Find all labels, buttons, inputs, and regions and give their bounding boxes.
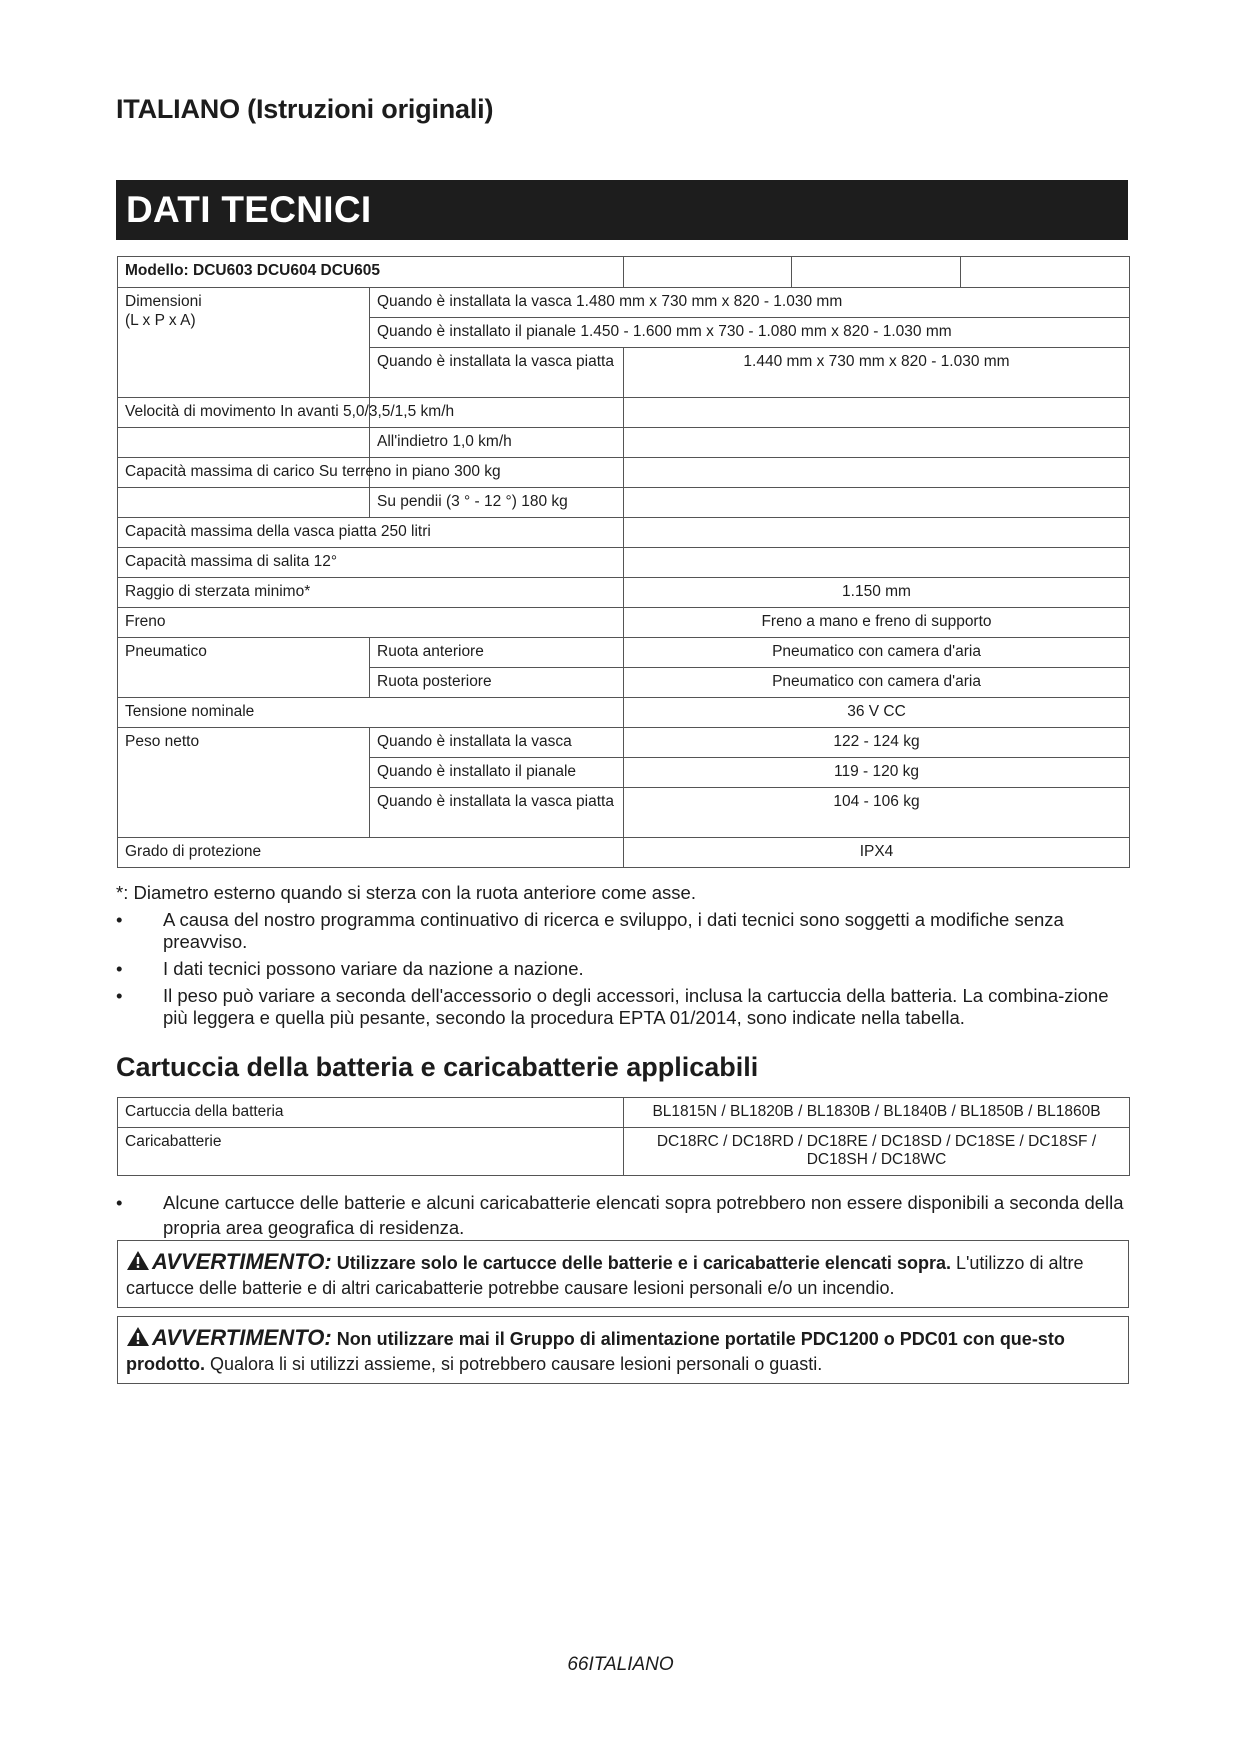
warning-tag: AVVERTIMENTO: [152, 1325, 332, 1350]
table-row [118, 1128, 1130, 1176]
table-row [118, 398, 1130, 428]
dim-vasca: Quando è installata la vasca 1.480 mm x 730 mm x 820 - 1.030 mm [370, 288, 1130, 318]
tire-front-label: Ruota anteriore [370, 638, 624, 668]
weight-label: Peso netto [118, 728, 370, 838]
turning-radius-label: Raggio di sterzata minimo* [118, 578, 624, 608]
empty-cell [624, 257, 792, 288]
table-row [118, 428, 1130, 458]
table-row [118, 488, 1130, 518]
warning-triangle-icon [126, 1250, 150, 1271]
list-item [116, 985, 1128, 1029]
weight-vasca-label: Quando è installata la vasca [370, 728, 624, 758]
table-row [118, 518, 1130, 548]
table-row [118, 608, 1130, 638]
empty-cell [624, 428, 1130, 458]
empty-cell [624, 458, 1130, 488]
warning-box [117, 1316, 1129, 1384]
language-title: ITALIANO (Istruzioni originali) [116, 94, 494, 124]
notes-block [116, 882, 1128, 1029]
list-item [116, 958, 1128, 980]
footnote: *: Diametro esterno quando si sterza con la ruota anteriore come asse. [116, 882, 696, 903]
bullet-text: I dati tecnici possono variare da nazione a nazione. [163, 958, 584, 979]
tire-label: Pneumatico [118, 638, 370, 698]
table-row [118, 638, 1130, 668]
table-row [118, 548, 1130, 578]
bullet: • [116, 909, 123, 930]
dim-vasca-piatta-label: Quando è installata la vasca piatta [370, 348, 624, 398]
warning-bold-text: Non utilizzare mai il Gruppo di alimentazione portatile PDC1200 o PDC01 con que-sto prodotto. [126, 1329, 1065, 1374]
empty-cell [624, 398, 1130, 428]
battery-value: BL1815N / BL1820B / BL1830B / BL1840B / BL1850B / BL1860B [624, 1098, 1130, 1128]
table-row [118, 1098, 1130, 1128]
empty-cell [118, 488, 370, 518]
charger-label: Caricabatterie [118, 1128, 624, 1176]
weight-vasca-piatta-value: 104 - 106 kg [624, 788, 1130, 838]
battery-table [117, 1097, 1130, 1176]
flat-tray-capacity: Capacità massima della vasca piatta 250 litri [118, 518, 624, 548]
protection-value: IPX4 [624, 838, 1130, 868]
warning-triangle-icon [126, 1326, 150, 1347]
table-row [118, 458, 1130, 488]
voltage-label: Tensione nominale [118, 698, 624, 728]
battery-note [116, 1190, 1175, 1240]
page-footer: 66ITALIANO [567, 1654, 674, 1675]
empty-cell [118, 428, 370, 458]
load-flat: Capacità massima di carico Su terreno in piano 300 kg [118, 458, 370, 488]
voltage-value: 36 V CC [624, 698, 1130, 728]
empty-cell [624, 488, 1130, 518]
battery-section-title: Cartuccia della batteria e caricabatterie applicabili [116, 1052, 759, 1082]
turning-radius-value: 1.150 mm [624, 578, 1130, 608]
brake-label: Freno [118, 608, 624, 638]
max-climb: Capacità massima di salita 12° [118, 548, 624, 578]
empty-cell [624, 548, 1130, 578]
warning-bold-text: Utilizzare solo le cartucce delle batterie e i caricabatterie elencati sopra. [331, 1253, 951, 1273]
tire-rear-value: Pneumatico con camera d'aria [624, 668, 1130, 698]
table-row [118, 257, 1130, 288]
dim-vasca-piatta-value: 1.440 mm x 730 mm x 820 - 1.030 mm [624, 348, 1130, 398]
speed-reverse: All'indietro 1,0 km/h [370, 428, 624, 458]
empty-cell [624, 518, 1130, 548]
spec-table [117, 256, 1130, 868]
warning-tag: AVVERTIMENTO: [152, 1249, 332, 1274]
brake-value: Freno a mano e freno di supporto [624, 608, 1130, 638]
table-row [118, 838, 1130, 868]
section-title-bar: DATI TECNICI [116, 180, 1128, 240]
bullet-text: A causa del nostro programma continuativo di ricerca e sviluppo, i dati tecnici sono soggetti a modifiche senza preavviso. [163, 909, 1064, 952]
bullet: • [116, 985, 123, 1006]
bullet: • [116, 958, 123, 979]
warning-text: L'utilizzo di altre cartucce delle batterie e di altri caricabatterie potrebbe causare lesioni personali e/o un incendio. [126, 1253, 1084, 1298]
load-slope: Su pendii (3 ° - 12 °) 180 kg [370, 488, 624, 518]
table-row [118, 578, 1130, 608]
weight-pianale-value: 119 - 120 kg [624, 758, 1130, 788]
dimensions-label: Dimensioni (L x P x A) [118, 288, 370, 398]
dim-pianale: Quando è installato il pianale 1.450 - 1.600 mm x 730 - 1.080 mm x 820 - 1.030 mm [370, 318, 1130, 348]
list-item [116, 909, 1128, 953]
empty-cell [792, 257, 961, 288]
empty-cell [961, 257, 1130, 288]
bullet-text: Il peso può variare a seconda dell'accessorio o degli accessori, inclusa la cartuccia della batteria. La combina-zione più leggera e quella più pesante, secondo la procedura EPTA 01/2014, sono indicate nella tabella. [163, 985, 1109, 1028]
warning-text: Qualora li si utilizzi assieme, si potrebbero causare lesioni personali o guasti. [204, 1354, 823, 1374]
battery-label: Cartuccia della batteria [118, 1098, 624, 1128]
bullet: • [116, 1192, 123, 1213]
model-header: Modello: DCU603 DCU604 DCU605 [118, 257, 624, 288]
charger-value: DC18RC / DC18RD / DC18RE / DC18SD / DC18SE / DC18SF / DC18SH / DC18WC [624, 1128, 1130, 1176]
tire-front-value: Pneumatico con camera d'aria [624, 638, 1130, 668]
table-row [118, 698, 1130, 728]
speed-forward: Velocità di movimento In avanti 5,0/3,5/1,5 km/h [118, 398, 370, 428]
weight-vasca-piatta-label: Quando è installata la vasca piatta [370, 788, 624, 838]
warning-box [117, 1240, 1129, 1308]
bullet-text: Alcune cartucce delle batterie e alcuni caricabatterie elencati sopra potrebbero non essere disponibili a seconda della propria area geografica di residenza. [163, 1192, 1124, 1238]
weight-vasca-value: 122 - 124 kg [624, 728, 1130, 758]
table-row [118, 288, 1130, 318]
weight-pianale-label: Quando è installato il pianale [370, 758, 624, 788]
protection-label: Grado di protezione [118, 838, 624, 868]
tire-rear-label: Ruota posteriore [370, 668, 624, 698]
table-row [118, 728, 1130, 758]
